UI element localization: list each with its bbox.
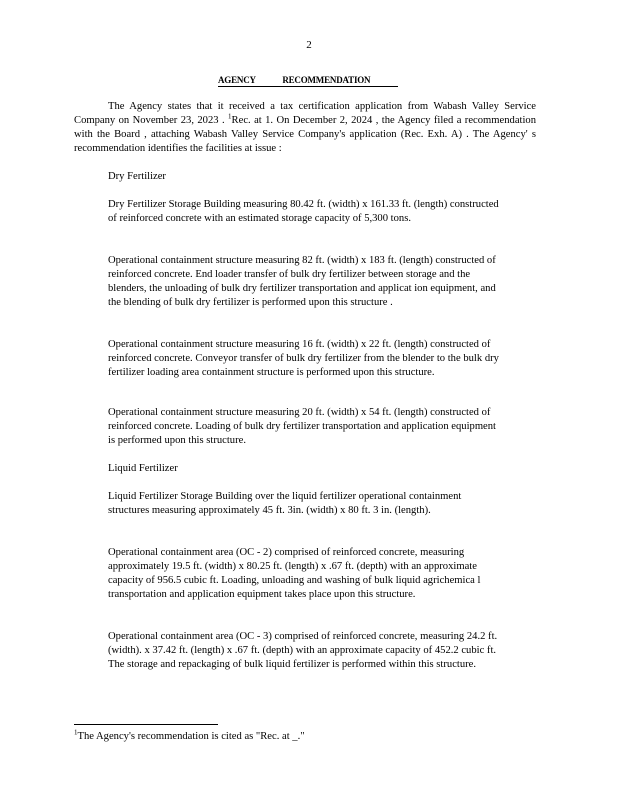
- footnote-marker: 1: [74, 728, 78, 737]
- page-number: 2: [306, 39, 312, 51]
- heading-word-recommendation: RECOMMENDATION: [282, 75, 371, 85]
- footnote-divider: [74, 724, 218, 725]
- footnote-reference: 1: [228, 112, 232, 121]
- facility-item: Operational containment area (OC - 3) comprised of reinforced concrete, measuring 24.2 ft. (width). x 37.42 ft. (length) x .67 ft. (depth) with an approximate capacity of 452.2 cubic ft. The storage and repackaging of bulk liquid fertilizer is performed within this structure.: [108, 631, 498, 670]
- intro-paragraph: [74, 100, 536, 156]
- heading-word-agency: AGENCY: [218, 75, 256, 85]
- facility-item: Operational containment structure measuring 82 ft. (width) x 183 ft. (length) constructed of reinforced concrete. End loader transfer of bulk dry fertilizer between storage and the blenders, the unloading of bulk dry fertilizer transportation and applicat ion equipment, and the blending of bulk dry fertilizer is performed upon this structure .: [108, 255, 496, 308]
- intro-text-2: Rec. at 1. On December 2, 2024 , the Agency filed a recommendation with the Board , attaching Wabash Valley Service Company's application (Rec. Exh. A) . The Agency' s recommendation identifies the facilities at issue :: [74, 115, 536, 154]
- facility-item: Dry Fertilizer Storage Building measuring 80.42 ft. (width) x 161.33 ft. (length) constructed of reinforced concrete with an estimated storage capacity of 5,300 tons.: [108, 199, 499, 224]
- footnote: [74, 730, 305, 744]
- section-heading: [218, 74, 398, 87]
- facility-item: Operational containment structure measuring 20 ft. (width) x 54 ft. (length) constructed of reinforced concrete. Loading of bulk dry fertilizer transportation and application equipment is performed upon this structure.: [108, 407, 496, 446]
- facility-item: Liquid Fertilizer Storage Building over the liquid fertilizer operational containment structures measuring approximately 45 ft. 3in. (width) x 80 ft. 3 in. (length).: [108, 491, 462, 516]
- intro-text-1: The Agency states that it received a tax certification application from Wabash Valley Service Company on November 23, 2023 .: [74, 101, 536, 126]
- facility-item: Operational containment structure measuring 16 ft. (width) x 22 ft. (length) constructed of reinforced concrete. Conveyor transfer of bulk dry fertilizer from the blender to the bulk dry fertilizer loading area containment structure is performed upon this structure.: [108, 339, 499, 378]
- dry-fertilizer-heading: Dry Fertilizer: [108, 171, 166, 182]
- facility-item: Operational containment area (OC - 2) comprised of reinforced concrete, measuring approximately 19.5 ft. (width) x 80.25 ft. (length) x .67 ft. (depth) with an approximate capacity of 956.5 cubic ft. Loading, unloading and washing of bulk liquid agrichemica l transportation and application equipment takes place upon this structure.: [108, 547, 481, 600]
- footnote-text: The Agency's recommendation is cited as "Rec. at _.": [77, 731, 305, 742]
- liquid-fertilizer-heading: Liquid Fertilizer: [108, 463, 178, 474]
